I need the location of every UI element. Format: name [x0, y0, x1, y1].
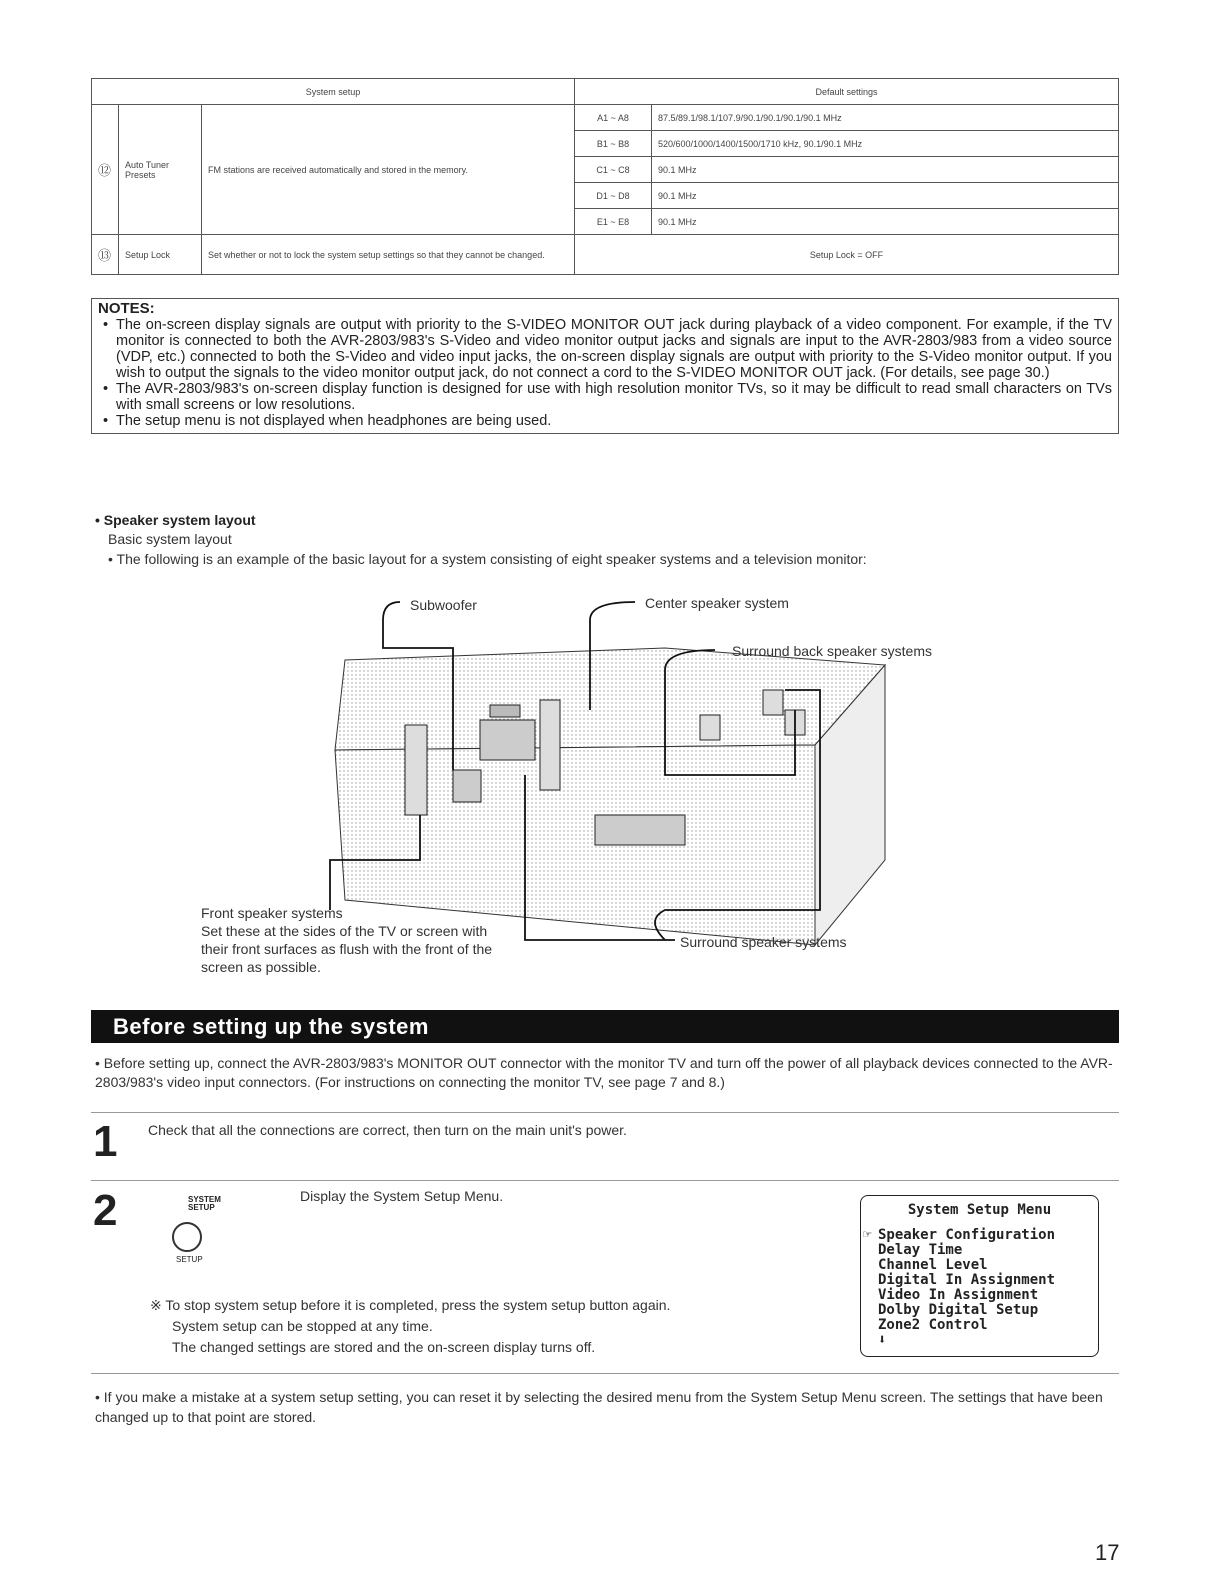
- system-setup-button[interactable]: [172, 1222, 202, 1252]
- note-item: • The on-screen display signals are output with priority to the S-VIDEO MONITOR OUT jack during playback of a video component. For example, if the TV monitor is connected to both the AVR-2803/983's S-Video and video monitor output jacks and signals are input to the AVR-2803/983 from a video source (VDP, etc.) connected to both the S-Video and video input jacks, the on-screen display signals are output with priority to the S-Video monitor output. If you wish to output the signals to the video monitor output jack, do not connect a cord to the S-VIDEO MONITOR OUT jack. (For details, see page 30.): [116, 317, 1112, 381]
- preset-value: 90.1 MHz: [652, 183, 1119, 209]
- osd-menu-item[interactable]: Dolby Digital Setup: [878, 1302, 1039, 1318]
- surround-back-speaker-icon: [763, 690, 783, 715]
- note-item: • The setup menu is not displayed when headphones are being used.: [116, 413, 1112, 429]
- header-system-setup: System setup: [92, 79, 575, 105]
- step-2-text: Display the System Setup Menu.: [300, 1188, 504, 1204]
- label-center-speaker: Center speaker system: [645, 595, 789, 611]
- cursor-icon: ☞: [863, 1227, 872, 1243]
- item-name: Setup Lock: [119, 235, 202, 275]
- scroll-down-icon: ⬇: [878, 1332, 887, 1348]
- system-setup-menu-osd: [860, 1195, 1099, 1357]
- page-number: 17: [1095, 1540, 1120, 1565]
- preset-range: D1 ~ D8: [575, 183, 652, 209]
- osd-title: System Setup Menu: [907, 1202, 1052, 1218]
- system-setup-table: [91, 78, 1119, 275]
- label-front-speakers: Front speaker systems: [201, 905, 343, 921]
- item-desc: Set whether or not to lock the system setup settings so that they cannot be changed.: [202, 235, 575, 275]
- step-2-note: ※ To stop system setup before it is completed, press the system setup button again.: [150, 1297, 671, 1313]
- label-subwoofer: Subwoofer: [410, 597, 477, 613]
- preset-range: C1 ~ C8: [575, 157, 652, 183]
- label-surround: Surround speaker systems: [680, 934, 847, 950]
- header-default-settings: Default settings: [575, 79, 1119, 105]
- notes-title: NOTES:: [98, 300, 155, 317]
- step-1-text: Check that all the connections are correct, then turn on the main unit's power.: [148, 1122, 627, 1138]
- item-number: ⑬: [92, 235, 119, 275]
- osd-menu-item[interactable]: Speaker Configuration: [878, 1227, 1056, 1243]
- speaker-subheading: Basic system layout: [108, 531, 232, 547]
- osd-menu-item[interactable]: Channel Level: [878, 1257, 988, 1273]
- osd-menu-item[interactable]: Digital In Assignment: [878, 1272, 1056, 1288]
- subwoofer-icon: [453, 770, 481, 802]
- system-setup-button-label: SYSTEM SETUP: [188, 1195, 221, 1212]
- preset-range: A1 ~ A8: [575, 105, 652, 131]
- setup-label: SETUP: [176, 1255, 203, 1264]
- surround-left-speaker-icon: [700, 715, 720, 740]
- step-number-1: 1: [93, 1117, 118, 1166]
- osd-menu-item[interactable]: Delay Time: [878, 1242, 963, 1258]
- front-left-speaker-icon: [405, 725, 427, 815]
- section-title: Before setting up the system: [113, 1014, 429, 1039]
- section-title-bar: [91, 1010, 1119, 1043]
- step-2-note: System setup can be stopped at any time.: [172, 1318, 433, 1334]
- preset-value: 90.1 MHz: [652, 209, 1119, 235]
- step-number-2: 2: [93, 1186, 118, 1235]
- preset-range: B1 ~ B8: [575, 131, 652, 157]
- notes-box: [91, 298, 1119, 434]
- default-value: Setup Lock = OFF: [575, 235, 1119, 275]
- tv-monitor-icon: [480, 720, 535, 760]
- preset-value: 87.5/89.1/98.1/107.9/90.1/90.1/90.1/90.1 MHz: [652, 105, 1119, 131]
- label-surround-back: Surround back speaker systems: [732, 643, 932, 659]
- listening-sofa-icon: [595, 815, 685, 845]
- note-item: • The AVR-2803/983's on-screen display function is designed for use with high resolution monitor TVs, so it may be difficult to read small characters on TVs with small screens or low resolutions.: [116, 381, 1112, 413]
- item-name: Auto Tuner Presets: [119, 105, 202, 235]
- item-number: ⑫: [92, 105, 119, 235]
- label-front-desc: Set these at the sides of the TV or screen with their front surfaces as flush with the front of the screen as possible.: [201, 923, 493, 975]
- preset-value: 90.1 MHz: [652, 157, 1119, 183]
- center-speaker-icon: [490, 705, 520, 717]
- speaker-heading: • Speaker system layout: [95, 512, 256, 528]
- section-intro: • Before setting up, connect the AVR-2803/983's MONITOR OUT connector with the monitor TV and turn off the power of all playback devices connected to the AVR-2803/983's video input connectors. (For instructions on connecting the monitor TV, see page 7 and 8.): [95, 1055, 1113, 1090]
- preset-value: 520/600/1000/1400/1500/1710 kHz, 90.1/90.1 MHz: [652, 131, 1119, 157]
- osd-menu-item[interactable]: Zone2 Control: [878, 1317, 988, 1333]
- footer-note: • If you make a mistake at a system setup setting, you can reset it by selecting the desired menu from the System Setup Menu screen. The settings that have been changed up to that point are stored.: [95, 1389, 1103, 1425]
- front-right-speaker-icon: [540, 700, 560, 790]
- preset-range: E1 ~ E8: [575, 209, 652, 235]
- osd-menu-item[interactable]: Video In Assignment: [878, 1287, 1039, 1303]
- speaker-bullet: • The following is an example of the basic layout for a system consisting of eight speaker systems and a television monitor:: [108, 551, 867, 567]
- item-desc: FM stations are received automatically and stored in the memory.: [202, 105, 575, 235]
- step-2-note: The changed settings are stored and the on-screen display turns off.: [172, 1339, 596, 1355]
